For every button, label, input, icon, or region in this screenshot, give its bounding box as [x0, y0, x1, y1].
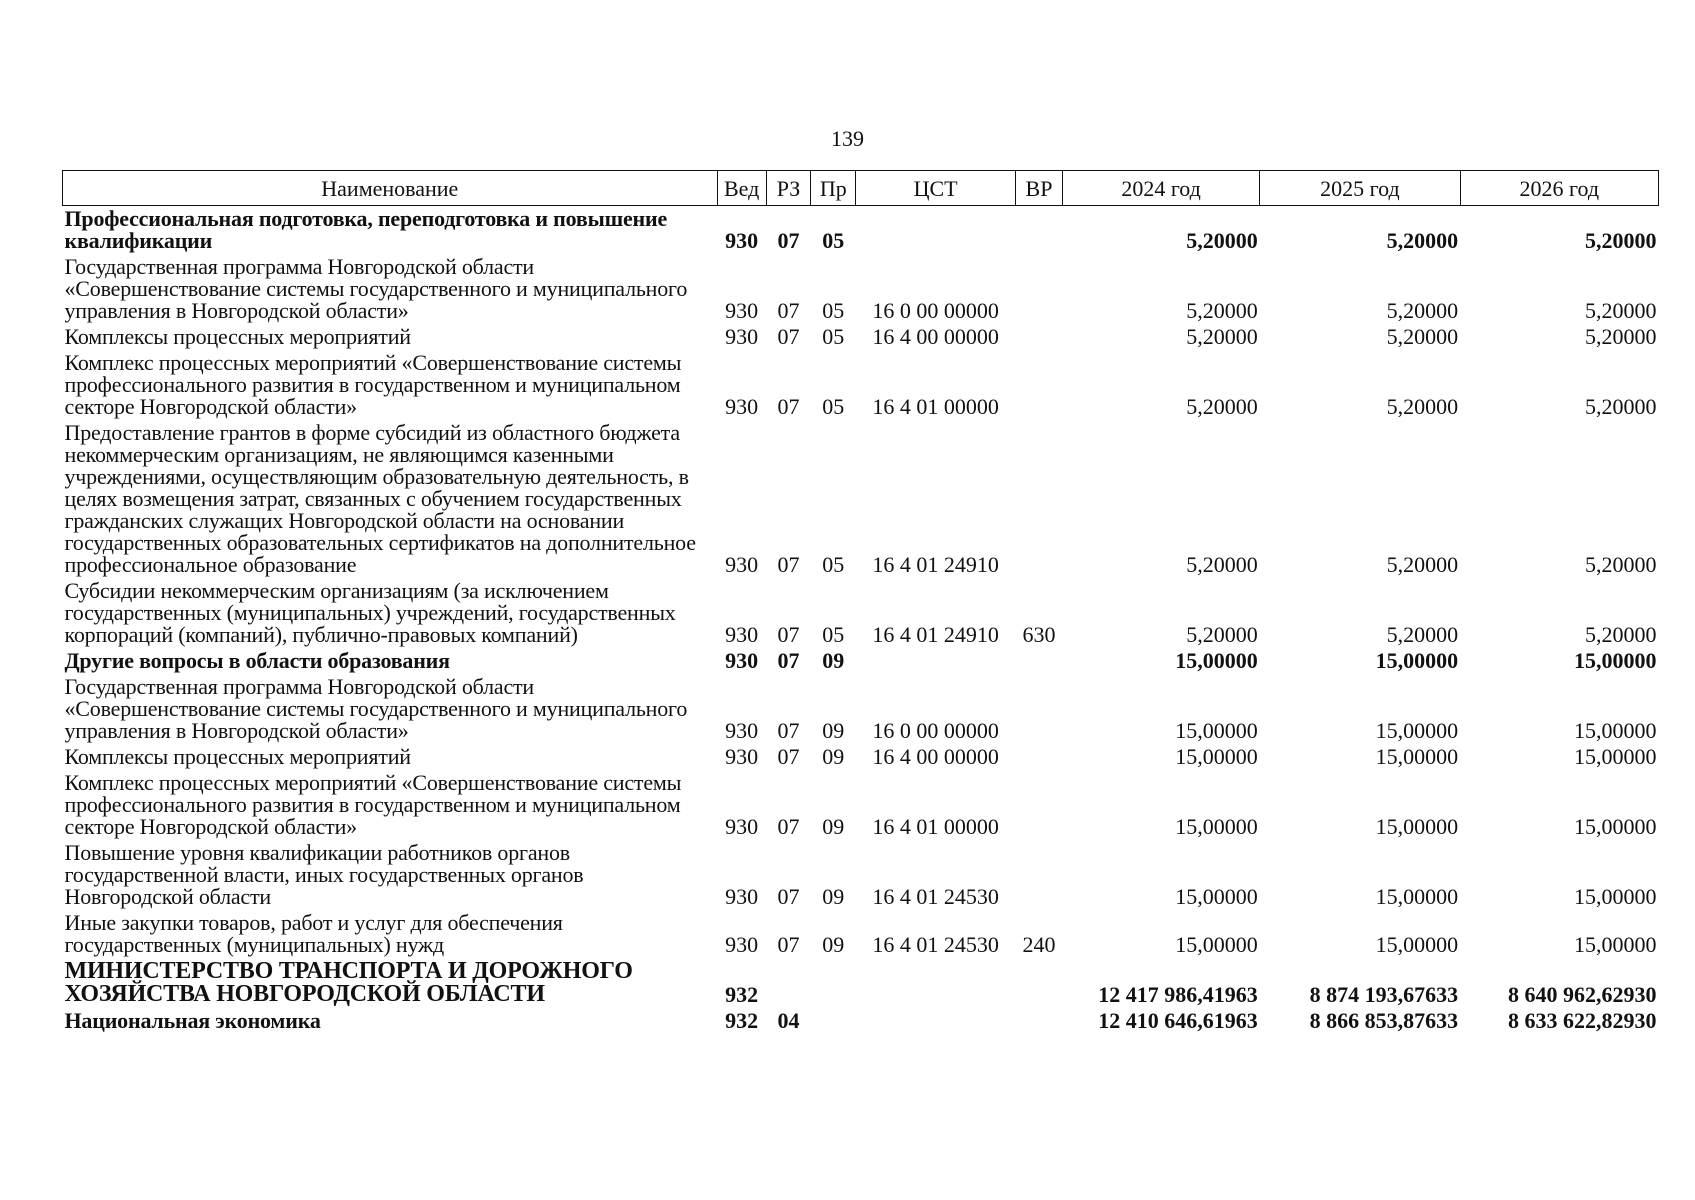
row-name: Предоставление грантов в форме субсидий из областного бюджета некоммерческим организациям, не являющимся казенными учреждениями, осуществляющим образовательную деятельность, в целях возмещения затрат, связанных с обучением государственных гражданских служащих Новгородской области на основании государственных образовательных сертификатов на дополнительное профессиональное образование	[64, 420, 696, 577]
row-vr	[1016, 958, 1063, 1008]
row-cst: 16 4 00 00000	[872, 324, 999, 349]
row-pr: 09	[822, 744, 845, 769]
row-2024: 5,20000	[1186, 394, 1258, 419]
row-ved: 930	[725, 648, 759, 673]
table-row	[63, 770, 1659, 840]
row-rz: 07	[777, 884, 800, 909]
row-pr: 05	[822, 298, 845, 323]
row-pr: 09	[822, 884, 845, 909]
row-2024: 12 417 986,41963	[1098, 982, 1258, 1007]
row-name: Государственная программа Новгородской области «Совершенствование системы государственного и муниципального управления в Новгородской области»	[64, 674, 688, 743]
row-2024: 5,20000	[1186, 552, 1258, 577]
row-pr: 09	[822, 648, 845, 673]
row-2026: 15,00000	[1574, 648, 1657, 673]
row-2024: 5,20000	[1186, 324, 1258, 349]
row-2025: 15,00000	[1375, 884, 1459, 909]
row-2025: 8 874 193,67633	[1309, 982, 1459, 1007]
row-pr: 05	[822, 552, 845, 577]
row-2026: 5,20000	[1585, 324, 1657, 349]
row-cst: 16 4 01 24530	[872, 884, 999, 909]
row-ved: 932	[725, 982, 759, 1007]
row-rz: 07	[777, 228, 800, 253]
row-ved: 930	[725, 814, 759, 839]
row-2024: 15,00000	[1175, 884, 1258, 909]
row-name: Комплекс процессных мероприятий «Совершенствование системы профессионального развития в государственном и муниципальном секторе Новгородской области»	[64, 770, 682, 839]
row-cst	[856, 958, 1016, 1008]
row-vr	[1016, 770, 1063, 840]
row-vr	[1016, 744, 1063, 770]
row-ved: 932	[725, 1008, 759, 1033]
row-2026: 5,20000	[1585, 552, 1657, 577]
row-2024: 15,00000	[1175, 648, 1258, 673]
row-cst	[856, 648, 1016, 674]
row-rz: 07	[777, 552, 800, 577]
row-name: Профессиональная подготовка, переподготовка и повышение квалификации	[64, 206, 668, 253]
row-vr	[1016, 324, 1063, 350]
row-vr	[1016, 648, 1063, 674]
row-ved: 930	[725, 884, 759, 909]
table-row	[63, 578, 1659, 648]
row-2025: 15,00000	[1375, 648, 1459, 673]
table-row	[63, 350, 1659, 420]
row-2026: 8 640 962,62930	[1508, 982, 1657, 1007]
table-row	[63, 420, 1659, 578]
row-ved: 930	[725, 394, 759, 419]
row-pr	[811, 958, 856, 1008]
row-2024: 5,20000	[1186, 622, 1258, 647]
header-cst: ЦСТ	[856, 171, 1016, 206]
row-2026: 15,00000	[1574, 884, 1657, 909]
row-cst	[856, 206, 1016, 255]
row-vr	[1016, 350, 1063, 420]
row-2025: 8 866 853,87633	[1309, 1008, 1459, 1033]
row-2025: 5,20000	[1386, 228, 1459, 253]
row-2024: 15,00000	[1175, 718, 1258, 743]
row-ved: 930	[725, 298, 759, 323]
row-cst: 16 4 01 00000	[872, 394, 999, 419]
row-2026: 5,20000	[1585, 298, 1657, 323]
row-2025: 5,20000	[1386, 622, 1459, 647]
row-vr	[1016, 674, 1063, 744]
row-ved: 930	[725, 744, 759, 769]
row-cst: 16 4 01 24910	[872, 552, 999, 577]
row-pr: 09	[822, 814, 845, 839]
row-name: Иные закупки товаров, работ и услуг для обеспечения государственных (муниципальных) нужд	[64, 910, 563, 957]
row-cst: 16 0 00 00000	[872, 718, 999, 743]
row-2025: 15,00000	[1375, 932, 1459, 957]
header-pr: Пр	[811, 171, 856, 206]
row-vr: 240	[1022, 932, 1056, 957]
table-row	[63, 958, 1659, 1008]
row-cst: 16 4 00 00000	[872, 744, 999, 769]
row-2026: 15,00000	[1574, 744, 1657, 769]
row-pr: 09	[822, 718, 845, 743]
row-name: Комплексы процессных мероприятий	[64, 744, 411, 769]
header-2026: 2026 год	[1460, 171, 1658, 206]
row-name: Государственная программа Новгородской области «Совершенствование системы государственного и муниципального управления в Новгородской области»	[64, 254, 688, 323]
row-ved: 930	[725, 932, 759, 957]
row-name: МИНИСТЕРСТВО ТРАНСПОРТА И ДОРОЖНОГО ХОЗЯЙСТВА НОВГОРОДСКОЙ ОБЛАСТИ	[64, 958, 633, 1007]
row-cst	[856, 1008, 1016, 1034]
row-ved: 930	[725, 622, 759, 647]
row-2026: 5,20000	[1585, 622, 1657, 647]
row-2025: 5,20000	[1386, 324, 1459, 349]
row-cst: 16 4 01 24910	[872, 622, 999, 647]
row-rz: 07	[777, 622, 800, 647]
row-2025: 5,20000	[1386, 298, 1459, 323]
row-cst: 16 0 00 00000	[872, 298, 999, 323]
header-rz: РЗ	[766, 171, 811, 206]
row-name: Повышение уровня квалификации работников органов государственной власти, иных государственных органов Новгородской области	[64, 840, 584, 909]
row-2024: 12 410 646,61963	[1098, 1008, 1258, 1033]
row-pr: 05	[822, 228, 845, 253]
row-2026: 15,00000	[1574, 814, 1657, 839]
table-row	[63, 648, 1659, 674]
row-ved: 930	[725, 324, 759, 349]
header-name: Наименование	[63, 171, 718, 206]
row-pr: 05	[822, 394, 845, 419]
table-row	[63, 910, 1659, 958]
row-2026: 15,00000	[1574, 718, 1657, 743]
row-2026: 15,00000	[1574, 932, 1657, 957]
row-2024: 5,20000	[1186, 298, 1258, 323]
row-2025: 15,00000	[1375, 718, 1459, 743]
table-row	[63, 744, 1659, 770]
row-rz: 07	[777, 324, 800, 349]
table-header-row	[63, 171, 1659, 206]
row-ved: 930	[725, 228, 759, 253]
row-vr	[1016, 254, 1063, 324]
row-rz: 07	[777, 394, 800, 419]
row-rz: 07	[777, 932, 800, 957]
row-2026: 5,20000	[1585, 228, 1657, 253]
row-name: Национальная экономика	[64, 1008, 321, 1033]
table-row	[63, 1008, 1659, 1034]
row-pr	[811, 1008, 856, 1034]
row-vr: 630	[1022, 622, 1056, 647]
row-cst: 16 4 01 00000	[872, 814, 999, 839]
row-ved: 930	[725, 718, 759, 743]
row-2025: 15,00000	[1375, 744, 1459, 769]
row-rz: 07	[777, 648, 800, 673]
row-name: Субсидии некоммерческим организациям (за исключением государственных (муниципальных) учреждений, государственных корпораций (компаний), публично-правовых компаний)	[64, 578, 676, 647]
row-rz: 07	[777, 298, 800, 323]
row-2025: 5,20000	[1386, 394, 1459, 419]
header-ved: Вед	[717, 171, 766, 206]
row-2025: 5,20000	[1386, 552, 1459, 577]
row-pr: 09	[822, 932, 845, 957]
row-vr	[1016, 1008, 1063, 1034]
row-rz: 07	[777, 718, 800, 743]
row-rz: 07	[777, 814, 800, 839]
row-2026: 5,20000	[1585, 394, 1657, 419]
row-name: Другие вопросы в области образования	[64, 648, 450, 673]
row-ved: 930	[725, 552, 759, 577]
row-name: Комплексы процессных мероприятий	[64, 324, 411, 349]
table-row	[63, 324, 1659, 350]
row-rz: 04	[777, 1008, 800, 1033]
row-vr	[1016, 420, 1063, 578]
page-number: 139	[831, 126, 864, 151]
row-2026: 8 633 622,82930	[1508, 1008, 1657, 1033]
row-name: Комплекс процессных мероприятий «Совершенствование системы профессионального развития в государственном и муниципальном секторе Новгородской области»	[64, 350, 682, 419]
row-rz	[766, 958, 811, 1008]
row-vr	[1016, 840, 1063, 910]
budget-table	[62, 170, 1659, 1034]
header-2025: 2025 год	[1260, 171, 1460, 206]
row-2024: 15,00000	[1175, 744, 1258, 769]
row-rz: 07	[777, 744, 800, 769]
header-2024: 2024 год	[1062, 171, 1259, 206]
row-2024: 5,20000	[1186, 228, 1258, 253]
row-2025: 15,00000	[1375, 814, 1459, 839]
table-row	[63, 254, 1659, 324]
row-pr: 05	[822, 622, 845, 647]
row-2024: 15,00000	[1175, 814, 1258, 839]
table-row	[63, 674, 1659, 744]
row-pr: 05	[822, 324, 845, 349]
row-2024: 15,00000	[1175, 932, 1258, 957]
header-vr: ВР	[1016, 171, 1063, 206]
row-cst: 16 4 01 24530	[872, 932, 999, 957]
row-vr	[1016, 206, 1063, 255]
table-row	[63, 206, 1659, 255]
table-row	[63, 840, 1659, 910]
